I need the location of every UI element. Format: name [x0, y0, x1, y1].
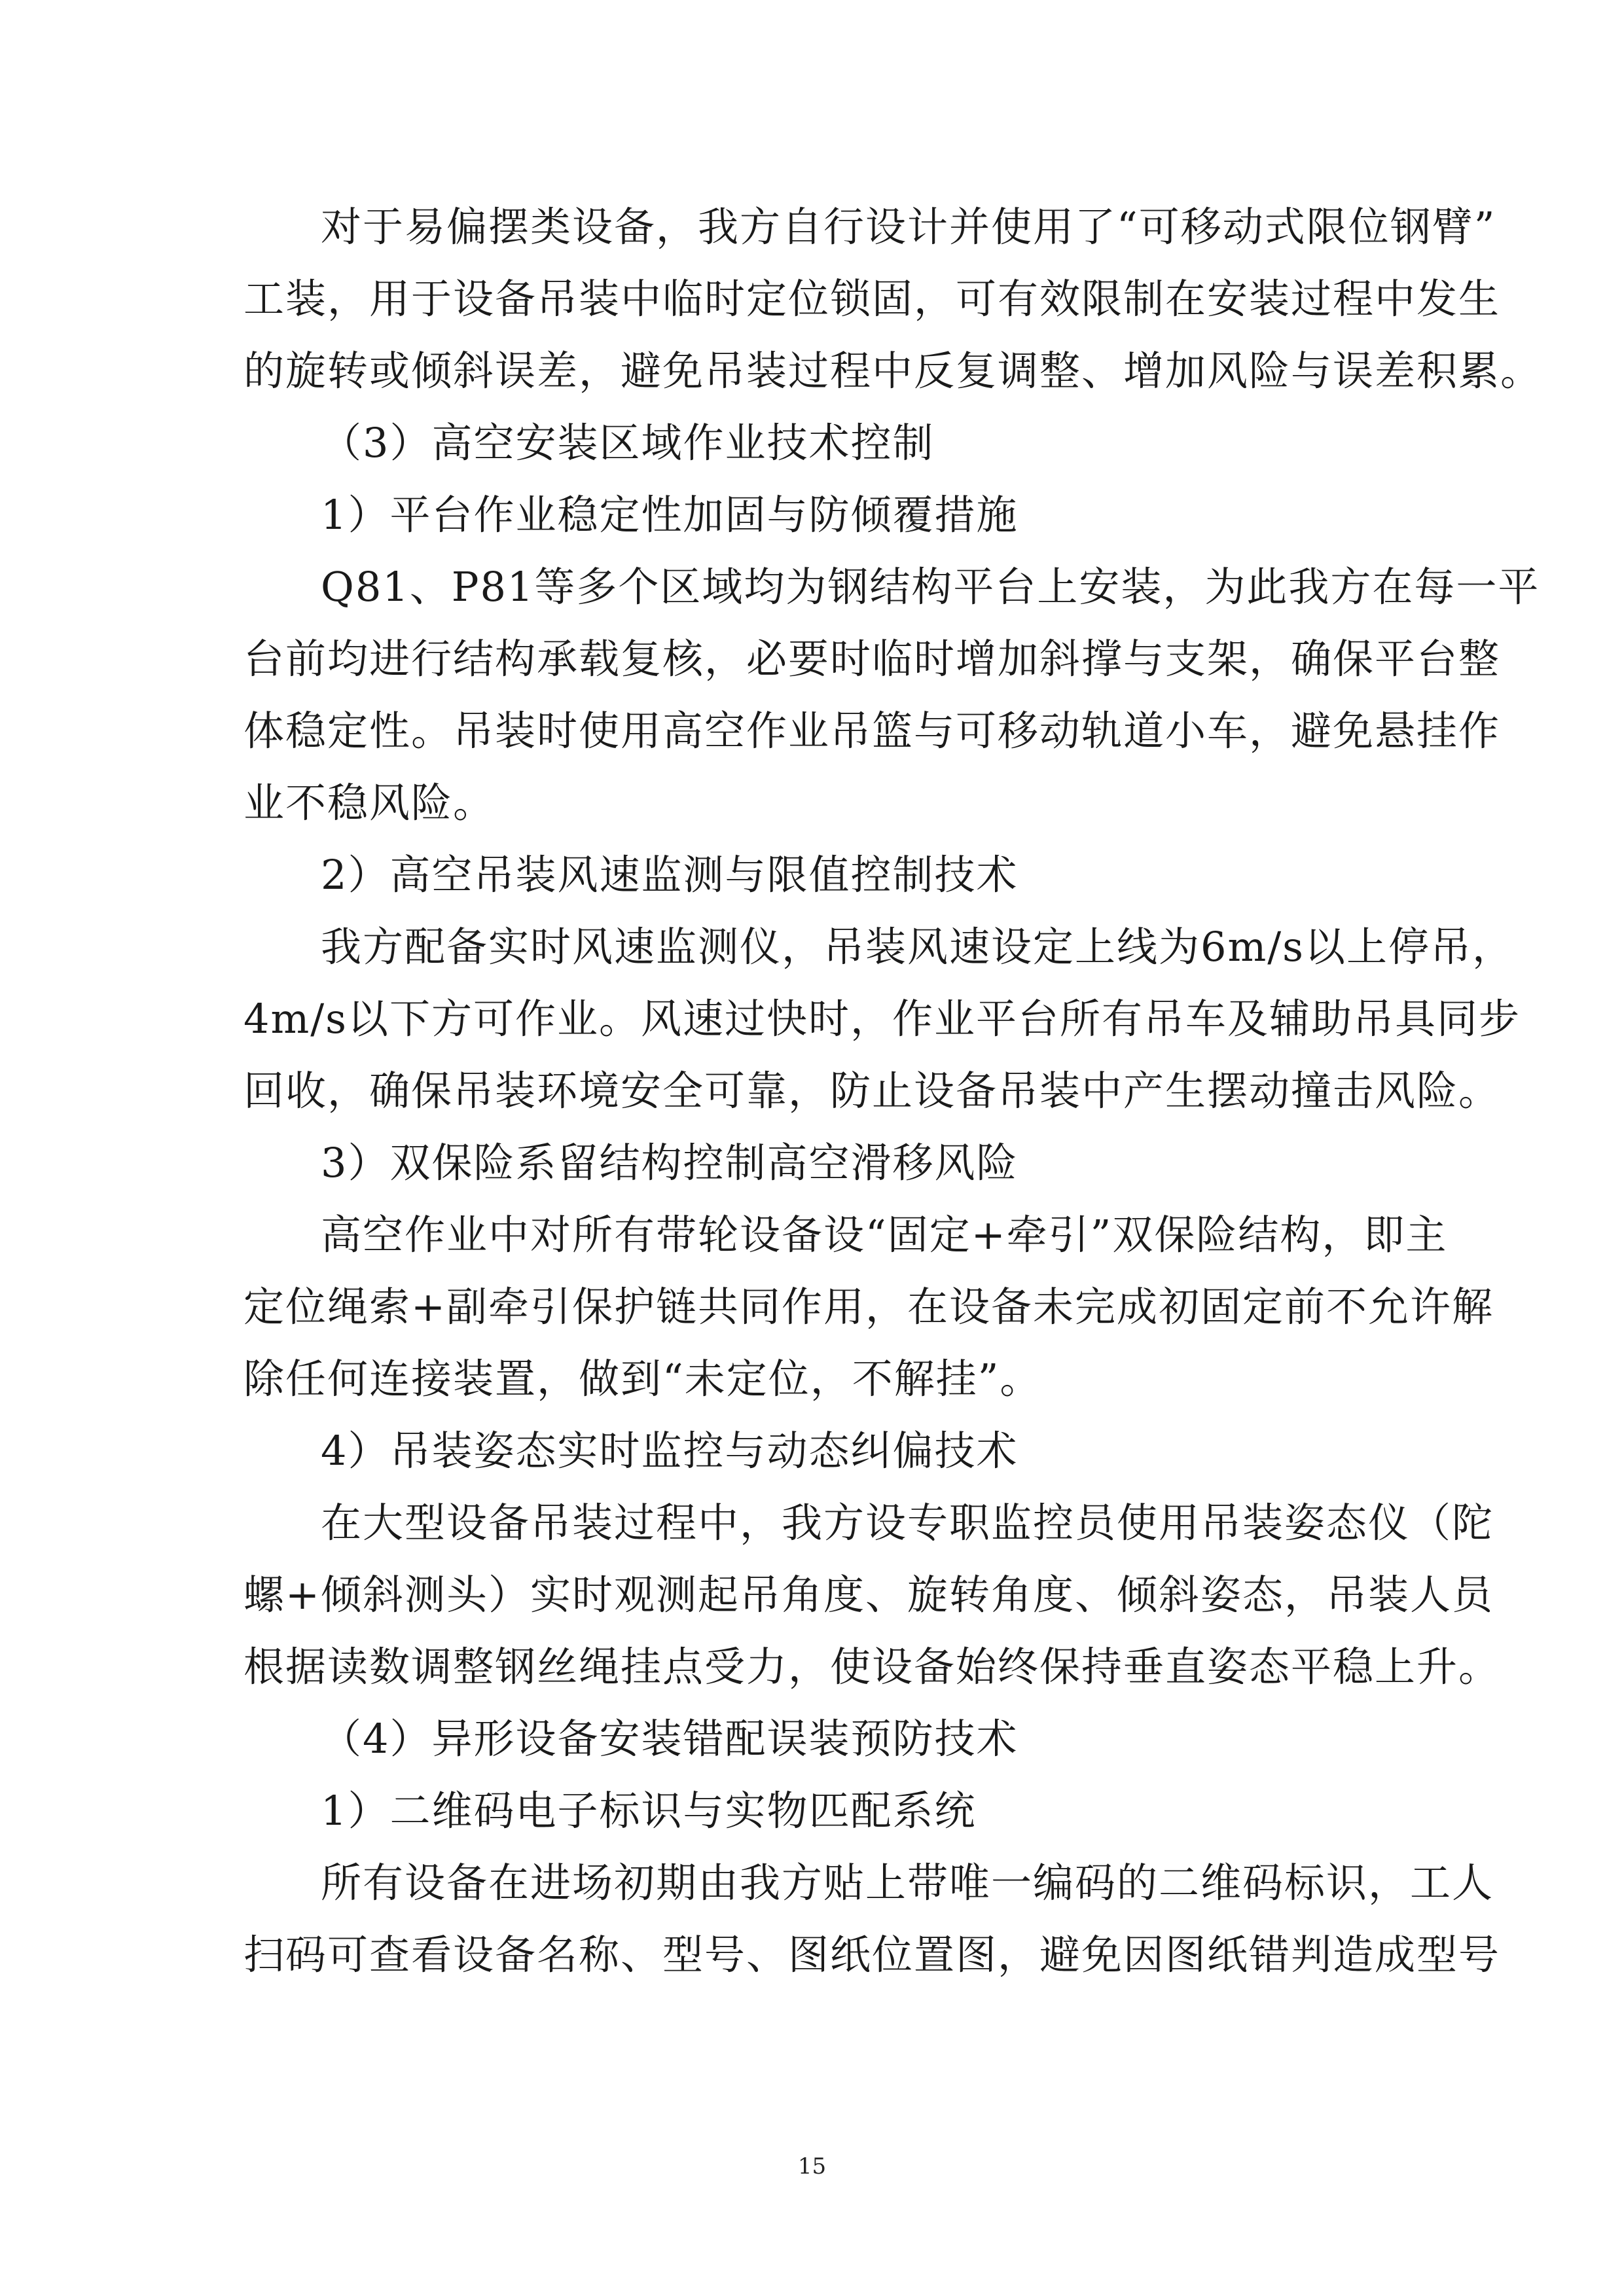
paragraph-line: 在大型设备吊装过程中，我方设专职监控员使用吊装姿态仪（陀 [321, 1499, 1494, 1547]
section-heading: （3）高空安装区域作业技术控制 [321, 419, 935, 467]
paragraph-line: 定位绳索+副牵引保护链共同作用，在设备未完成初固定前不允许解 [244, 1283, 1494, 1331]
paragraph-line: 所有设备在进场初期由我方贴上带唯一编码的二维码标识，工人 [321, 1859, 1494, 1907]
subsection-heading: 3）双保险系留结构控制高空滑移风险 [321, 1139, 1019, 1187]
paragraph-line: 工装，用于设备吊装中临时定位锁固，可有效限制在安装过程中发生 [244, 275, 1501, 323]
subsection-heading: 1）平台作业稳定性加固与防倾覆措施 [321, 491, 1019, 539]
subsection-heading: 4）吊装姿态实时监控与动态纠偏技术 [321, 1427, 1019, 1475]
paragraph-line: 体稳定性。吊装时使用高空作业吊篮与可移动轨道小车，避免悬挂作 [244, 707, 1501, 755]
paragraph-line: Q81、P81等多个区域均为钢结构平台上安装，为此我方在每一平 [321, 563, 1540, 611]
paragraph-line: 回收，确保吊装环境安全可靠，防止设备吊装中产生摆动撞击风险。 [244, 1067, 1501, 1115]
paragraph-line: 业不稳风险。 [244, 779, 496, 827]
paragraph-line: 对于易偏摆类设备，我方自行设计并使用了“可移动式限位钢臂” [321, 203, 1496, 251]
paragraph-line: 除任何连接装置，做到“未定位，不解挂”。 [244, 1355, 1042, 1403]
paragraph-line: 台前均进行结构承载复核，必要时临时增加斜撑与支架，确保平台整 [244, 635, 1501, 683]
paragraph-line: 4m/s以下方可作业。风速过快时，作业平台所有吊车及辅助吊具同步 [244, 995, 1521, 1043]
page-number: 15 [797, 2153, 827, 2179]
paragraph-line: 螺+倾斜测头）实时观测起吊角度、旋转角度、倾斜姿态，吊装人员 [244, 1571, 1494, 1619]
subsection-heading: 2）高空吊装风速监测与限值控制技术 [321, 851, 1019, 899]
paragraph-line: 根据读数调整钢丝绳挂点受力，使设备始终保持垂直姿态平稳上升。 [244, 1643, 1501, 1691]
subsection-heading: 1）二维码电子标识与实物匹配系统 [321, 1787, 977, 1835]
paragraph-line: 的旋转或倾斜误差，避免吊装过程中反复调整、增加风险与误差积累。 [244, 347, 1543, 395]
paragraph-line: 高空作业中对所有带轮设备设“固定+牵引”双保险结构，即主 [321, 1211, 1448, 1259]
paragraph-line: 我方配备实时风速监测仪，吊装风速设定上线为6m/s以上停吊， [321, 923, 1514, 971]
section-heading: （4）异形设备安装错配误装预防技术 [321, 1715, 1019, 1763]
paragraph-line: 扫码可查看设备名称、型号、图纸位置图，避免因图纸错判造成型号 [244, 1931, 1501, 1979]
